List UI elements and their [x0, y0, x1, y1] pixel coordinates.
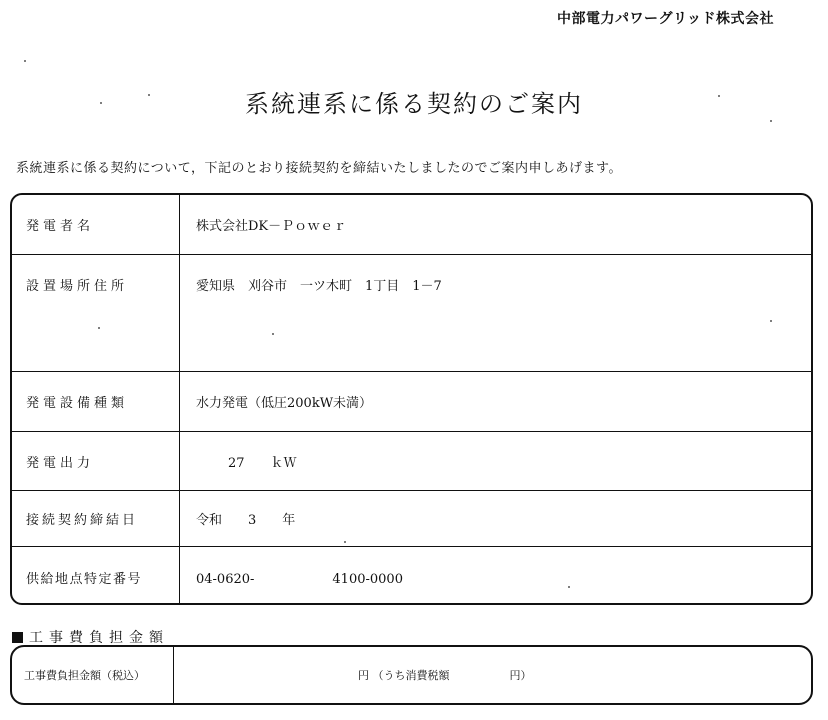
- fee-value: [358, 647, 532, 703]
- row-value: 令和 3 年: [196, 513, 296, 528]
- table-row: [12, 547, 811, 605]
- row-label: 発電者名: [12, 195, 180, 254]
- row-value: 愛知県 刈谷市 一ツ木町 1丁目 1－7: [196, 279, 442, 294]
- fee-label: 工事費負担金額（税込）: [12, 647, 174, 703]
- contract-table: [10, 193, 813, 605]
- company-name: 中部電力パワーグリッド株式会社: [557, 11, 774, 27]
- table-row: [12, 432, 811, 491]
- row-value: 水力発電（低圧200kW未満）: [196, 396, 373, 411]
- redacted-area: [450, 675, 510, 676]
- fee-value-prefix: 円 （うち消費税額: [358, 669, 450, 682]
- scan-speck: [770, 120, 772, 122]
- scan-speck: [100, 102, 102, 104]
- scan-speck: [98, 327, 100, 329]
- fee-heading-text: 工事費負担金額: [29, 630, 169, 646]
- scan-speck: [344, 541, 346, 543]
- row-value: 株式会社DK－Ｐｏｗｅｒ: [196, 219, 347, 234]
- scan-speck: [148, 94, 150, 96]
- row-label: 発電出力: [12, 432, 180, 490]
- scan-speck: [568, 586, 570, 588]
- row-value: 27 ｋＷ: [228, 455, 297, 471]
- scan-speck: [24, 60, 26, 62]
- fee-section-heading: [12, 627, 169, 647]
- row-label: 接続契約締結日: [12, 491, 180, 546]
- table-row: [12, 255, 811, 372]
- square-bullet-icon: [12, 632, 23, 643]
- fee-value-suffix: 円）: [509, 669, 532, 682]
- intro-text: 系統連系に係る契約について，下記のとおり接続契約を締結いたしましたのでご案内申しあげます。: [16, 161, 622, 176]
- table-row: [12, 491, 811, 547]
- page-title: 系統連系に係る契約のご案内: [245, 90, 583, 118]
- row-label: 供給地点特定番号: [12, 547, 180, 605]
- scan-speck: [770, 320, 772, 322]
- scan-speck: [718, 95, 720, 97]
- fee-box: [10, 645, 813, 705]
- scan-speck: [272, 333, 274, 335]
- row-label: 発電設備種類: [12, 372, 180, 431]
- table-row: [12, 195, 811, 255]
- table-row: [12, 372, 811, 432]
- row-value: 04-0620- 4100-0000: [196, 571, 403, 587]
- row-label: 設置場所住所: [12, 255, 180, 371]
